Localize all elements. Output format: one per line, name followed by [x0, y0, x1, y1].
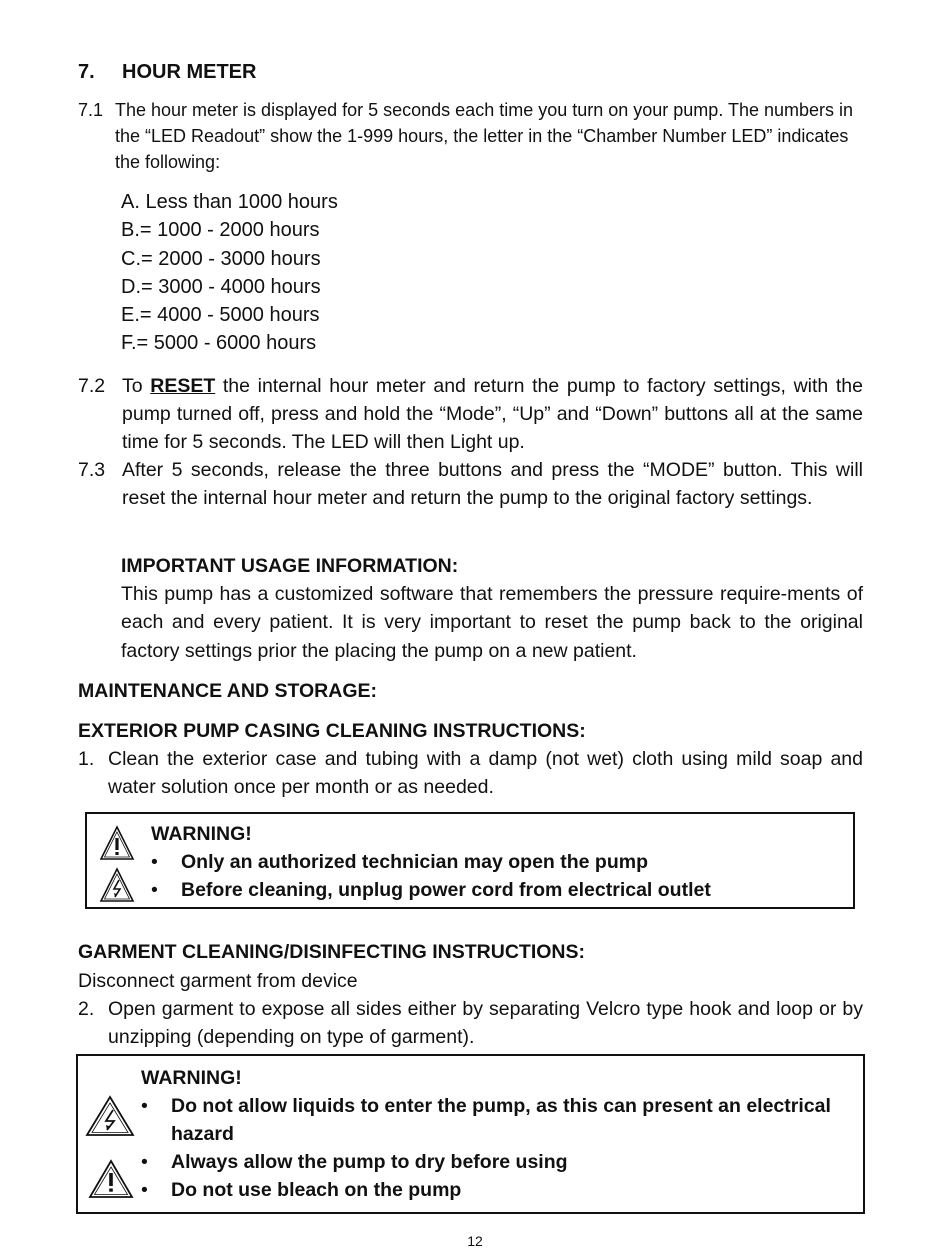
reset-emphasis: RESET: [150, 375, 216, 397]
bullet-dot: •: [141, 1095, 148, 1117]
warning-title: WARNING!: [151, 823, 252, 845]
warning-box: [85, 812, 855, 909]
text-span: the internal hour meter and return the pump to factory settings, with the pump turned off, press and hold the “Mode”, “Up” and “Down” buttons all at the same time for 5 seconds. The LED will then Light up.: [122, 375, 863, 454]
paragraph-7-1: [78, 97, 878, 175]
bullet-text: Before cleaning, unplug power cord from electrical outlet: [181, 879, 711, 901]
paragraph-text: After 5 seconds, release the three buttons and press the “MODE” button. This will reset the internal hour meter and return the pump to the original factory settings.: [122, 459, 863, 510]
bullet-dot: •: [141, 1151, 148, 1173]
warning-bullet: [141, 1148, 861, 1176]
text-span: To: [122, 375, 151, 397]
section-title: HOUR METER: [122, 61, 257, 83]
paragraph-7-2: [78, 372, 863, 457]
caution-icon: [99, 824, 135, 862]
maintenance-heading: MAINTENANCE AND STORAGE:: [78, 680, 378, 702]
garment-disconnect-line: Disconnect garment from device: [78, 970, 358, 992]
paragraph-number: 7.2: [78, 375, 106, 397]
warning-bullet: [141, 1092, 861, 1148]
list-item: E.= 4000 - 5000 hours: [121, 304, 320, 327]
step-text: Clean the exterior case and tubing with a damp (not wet) cloth using mild soap and water solution once per month or as needed.: [108, 748, 863, 799]
paragraph-number: 7.3: [78, 459, 106, 481]
bullet-text: Do not use bleach on the pump: [171, 1179, 462, 1201]
bullet-dot: •: [151, 851, 158, 873]
caution-icon: [88, 1158, 134, 1200]
paragraph-text: The hour meter is displayed for 5 seconds each time you turn on your pump. The numbers in the “LED Readout” show the 1-999 hours, the letter in the “Chamber Number LED” indicates the following:: [115, 100, 854, 172]
list-item: C.= 2000 - 3000 hours: [121, 247, 321, 270]
paragraph-number: 7.1: [78, 100, 104, 120]
paragraph-7-3: [78, 456, 863, 512]
important-heading: IMPORTANT USAGE INFORMATION:: [121, 555, 459, 577]
list-item: B.= 1000 - 2000 hours: [121, 219, 320, 242]
bullet-text: Only an authorized technician may open the pump: [181, 851, 648, 873]
bullet-text: Always allow the pump to dry before using: [171, 1151, 568, 1173]
electrical-hazard-icon: [84, 1094, 136, 1138]
step-text: Open garment to expose all sides either by separating Velcro type hook and loop or by unzipping (depending on type of garment).: [108, 998, 863, 1049]
step-1: [78, 745, 863, 801]
step-number: 2.: [78, 998, 95, 1020]
important-text: This pump has a customized software that remembers the pressure require-ments of each and every patient. It is very important to reset the pump back to the original factory settings prior the placing the pump on a new patient.: [121, 583, 863, 662]
section-number: 7.: [78, 61, 95, 83]
hour-range-list: [121, 188, 338, 358]
warning-box: [76, 1054, 865, 1214]
list-item: A. Less than 1000 hours: [121, 191, 338, 213]
bullet-dot: •: [141, 1179, 148, 1201]
warning-bullet: [151, 876, 831, 904]
section-heading: [78, 58, 256, 86]
warning-bullet: [151, 848, 831, 876]
paragraph-text: [122, 372, 863, 457]
page-number: 12: [467, 1233, 483, 1249]
exterior-cleaning-heading: EXTERIOR PUMP CASING CLEANING INSTRUCTIONS:: [78, 720, 586, 742]
important-usage-block: [121, 552, 863, 665]
garment-cleaning-heading: GARMENT CLEANING/DISINFECTING INSTRUCTIONS:: [78, 941, 585, 963]
step-2: [78, 995, 863, 1051]
warning-bullet: [141, 1176, 861, 1204]
electrical-hazard-icon: [99, 866, 135, 904]
bullet-text: Do not allow liquids to enter the pump, as this can present an electrical hazard: [171, 1095, 831, 1146]
bullet-dot: •: [151, 879, 158, 901]
warning-title: WARNING!: [141, 1067, 242, 1089]
step-number: 1.: [78, 748, 95, 770]
list-item: D.= 3000 - 4000 hours: [121, 275, 321, 298]
list-item: F.= 5000 - 6000 hours: [121, 332, 317, 355]
